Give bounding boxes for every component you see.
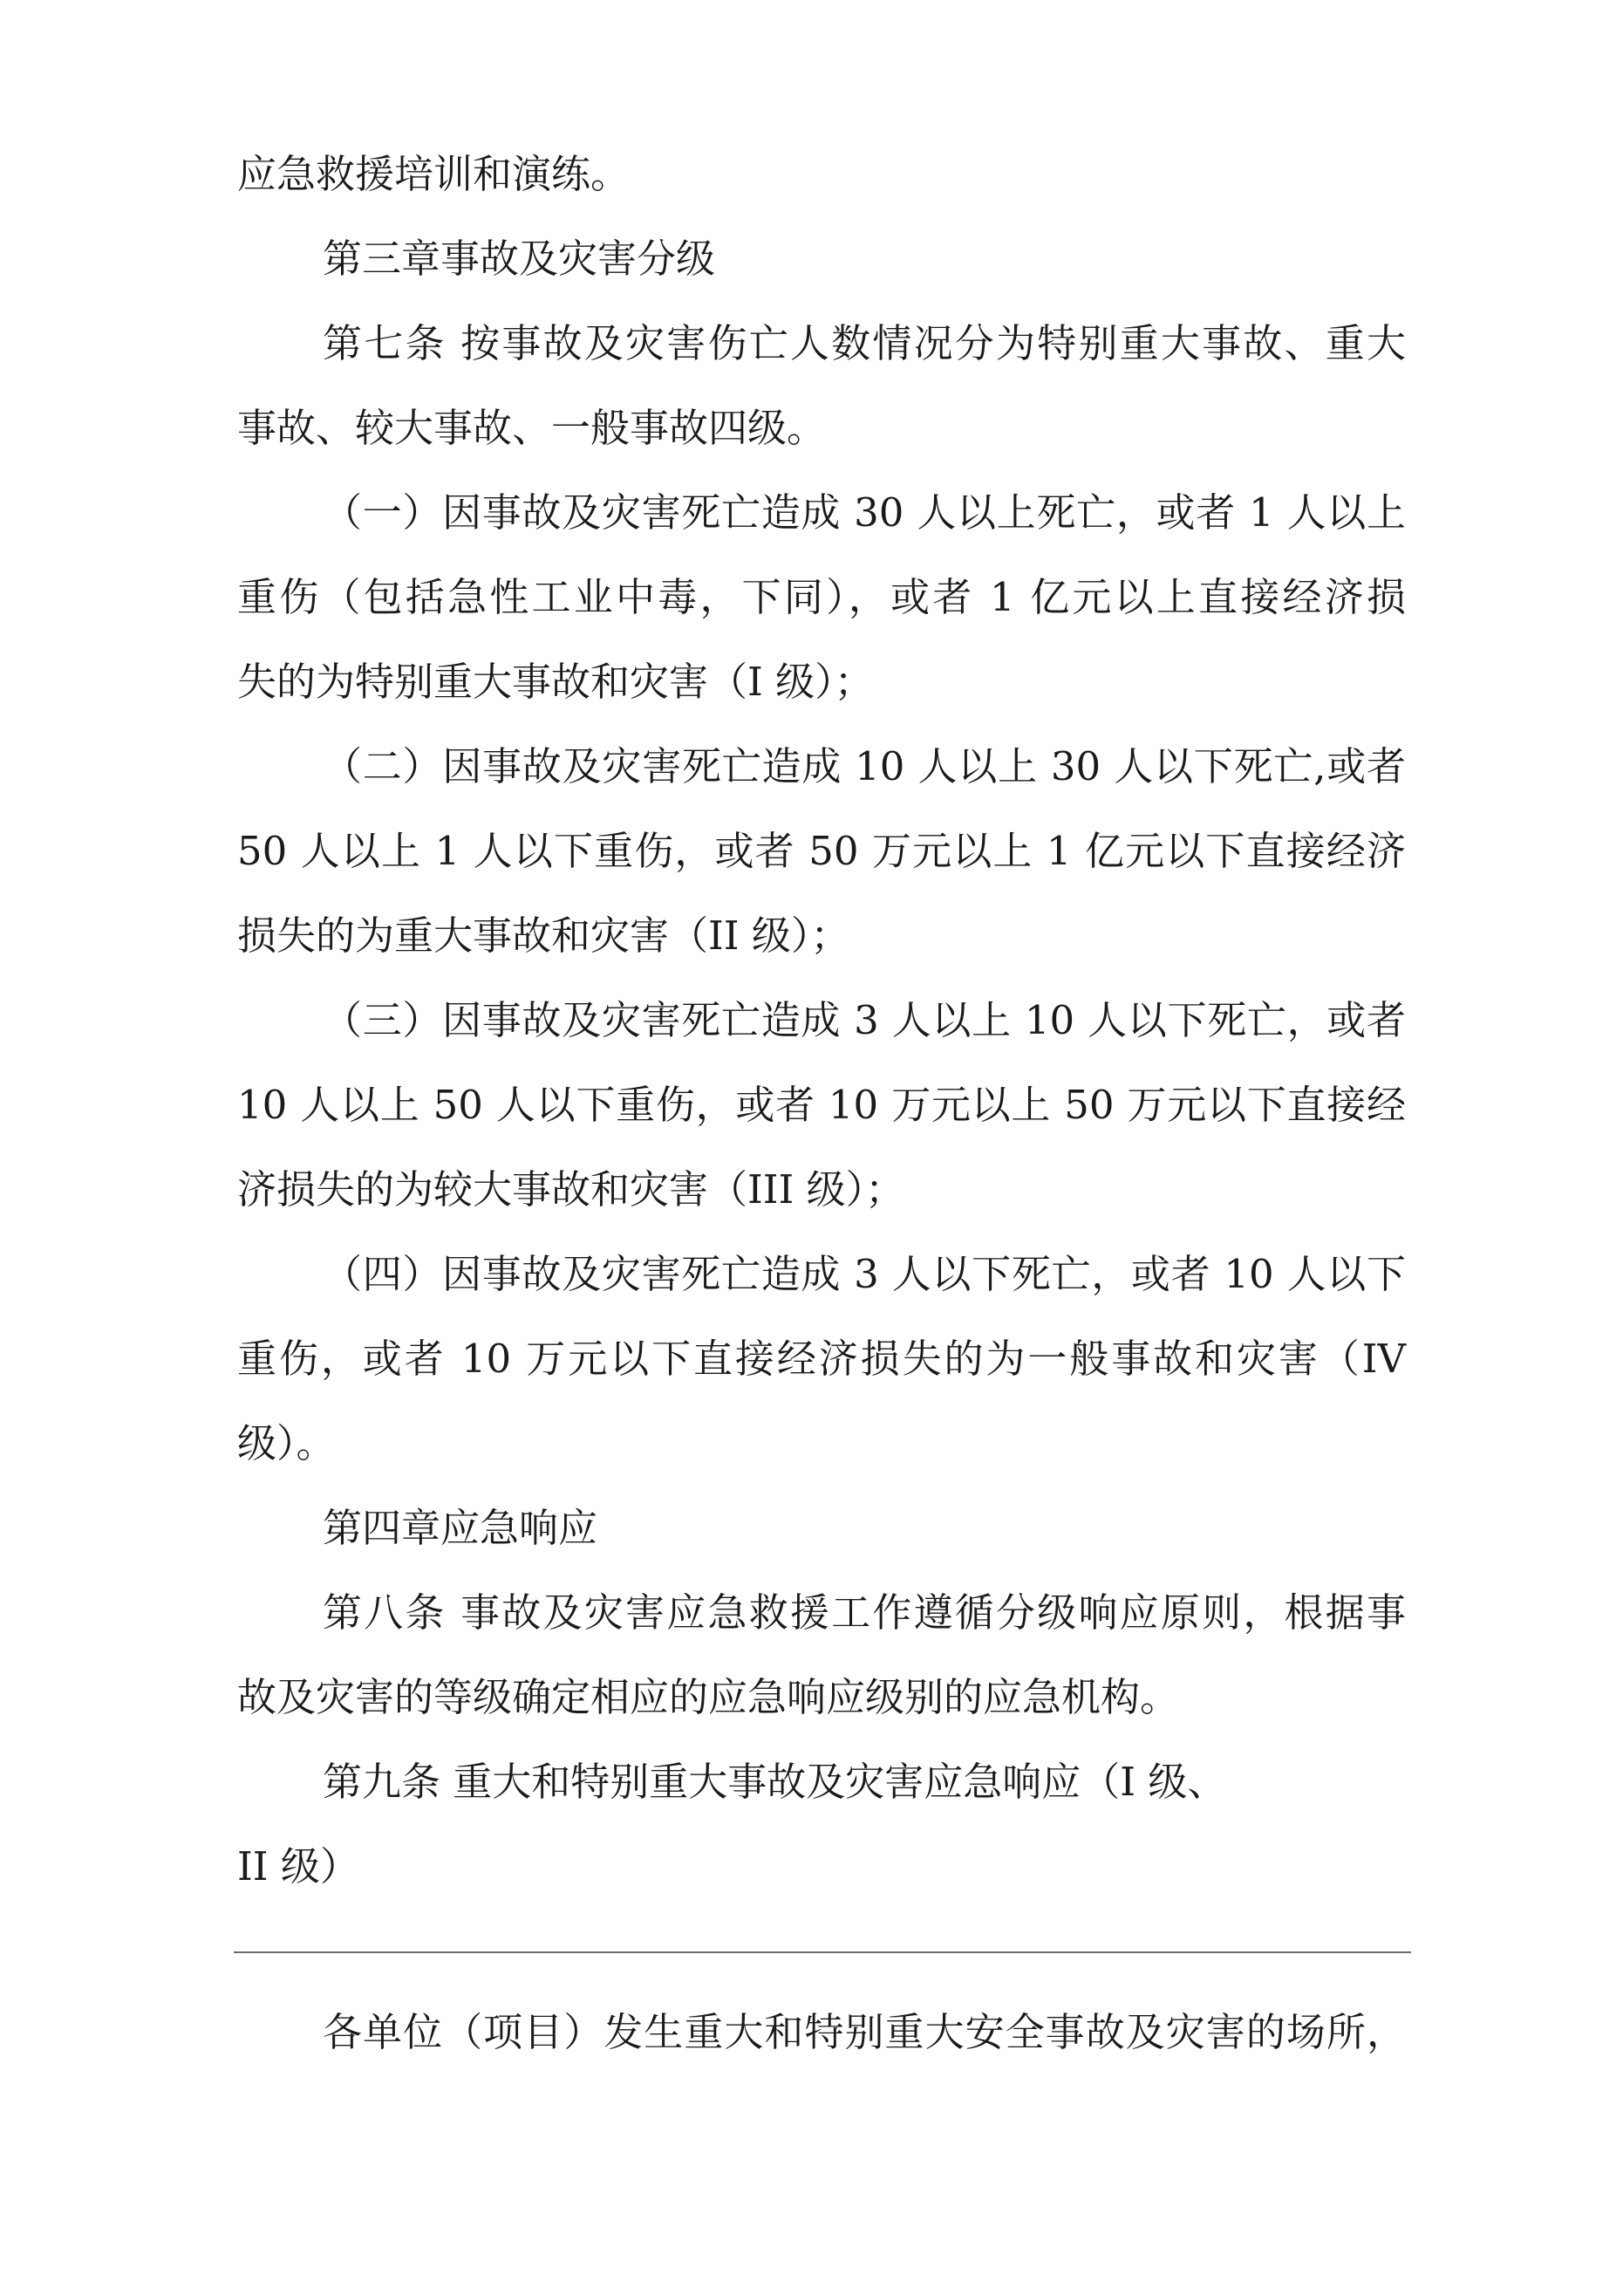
article-line: 第七条 按事故及灾害伤亡人数情况分为特别重大事故、重大 — [323, 320, 1406, 366]
text-line: II 级） — [237, 1843, 359, 1889]
text-line: 济损失的为较大事故和灾害（III 级）； — [237, 1166, 905, 1213]
clause-line: （二）因事故及灾害死亡造成 10 人以上 30 人以下死亡,或者 — [323, 743, 1406, 789]
article-line: 第八条 事故及灾害应急救援工作遵循分级响应原则，根据事 — [323, 1589, 1406, 1636]
text-line: 重伤（包括急性工业中毒，下同），或者 1 亿元以上直接经济损 — [237, 574, 1406, 620]
text-line: 级）。 — [237, 1420, 336, 1466]
clause-line: （一）因事故及灾害死亡造成 30 人以上死亡，或者 1 人以上 — [323, 489, 1406, 536]
clause-line: （三）因事故及灾害死亡造成 3 人以上 10 人以下死亡，或者 — [323, 997, 1406, 1043]
page-divider — [234, 1951, 1411, 1953]
article-line: 第九条 重大和特别重大事故及灾害应急响应（I 级、 — [323, 1759, 1227, 1805]
text-line: 损失的为重大事故和灾害（II 级）； — [237, 912, 850, 959]
chapter-heading: 第四章应急响应 — [323, 1505, 598, 1551]
text-line: 应急救援培训和演练。 — [237, 151, 631, 197]
clause-line: （四）因事故及灾害死亡造成 3 人以下死亡，或者 10 人以下 — [323, 1251, 1406, 1297]
text-line: 各单位（项目）发生重大和特别重大安全事故及灾害的场所， — [323, 2009, 1406, 2055]
text-line: 故及灾害的等级确定相应的应急响应级别的应急机构。 — [237, 1674, 1180, 1720]
text-line: 10 人以上 50 人以下重伤，或者 10 万元以上 50 万元以下直接经 — [237, 1082, 1406, 1128]
text-line: 事故、较大事故、一般事故四级。 — [237, 405, 827, 451]
text-line: 失的为特别重大事故和灾害（I 级）； — [237, 659, 874, 705]
chapter-heading: 第三章事故及灾害分级 — [323, 236, 716, 282]
text-line: 重伤，或者 10 万元以下直接经济损失的为一般事故和灾害（IV — [237, 1336, 1406, 1382]
text-line: 50 人以上 1 人以下重伤，或者 50 万元以上 1 亿元以下直接经济 — [237, 828, 1406, 874]
